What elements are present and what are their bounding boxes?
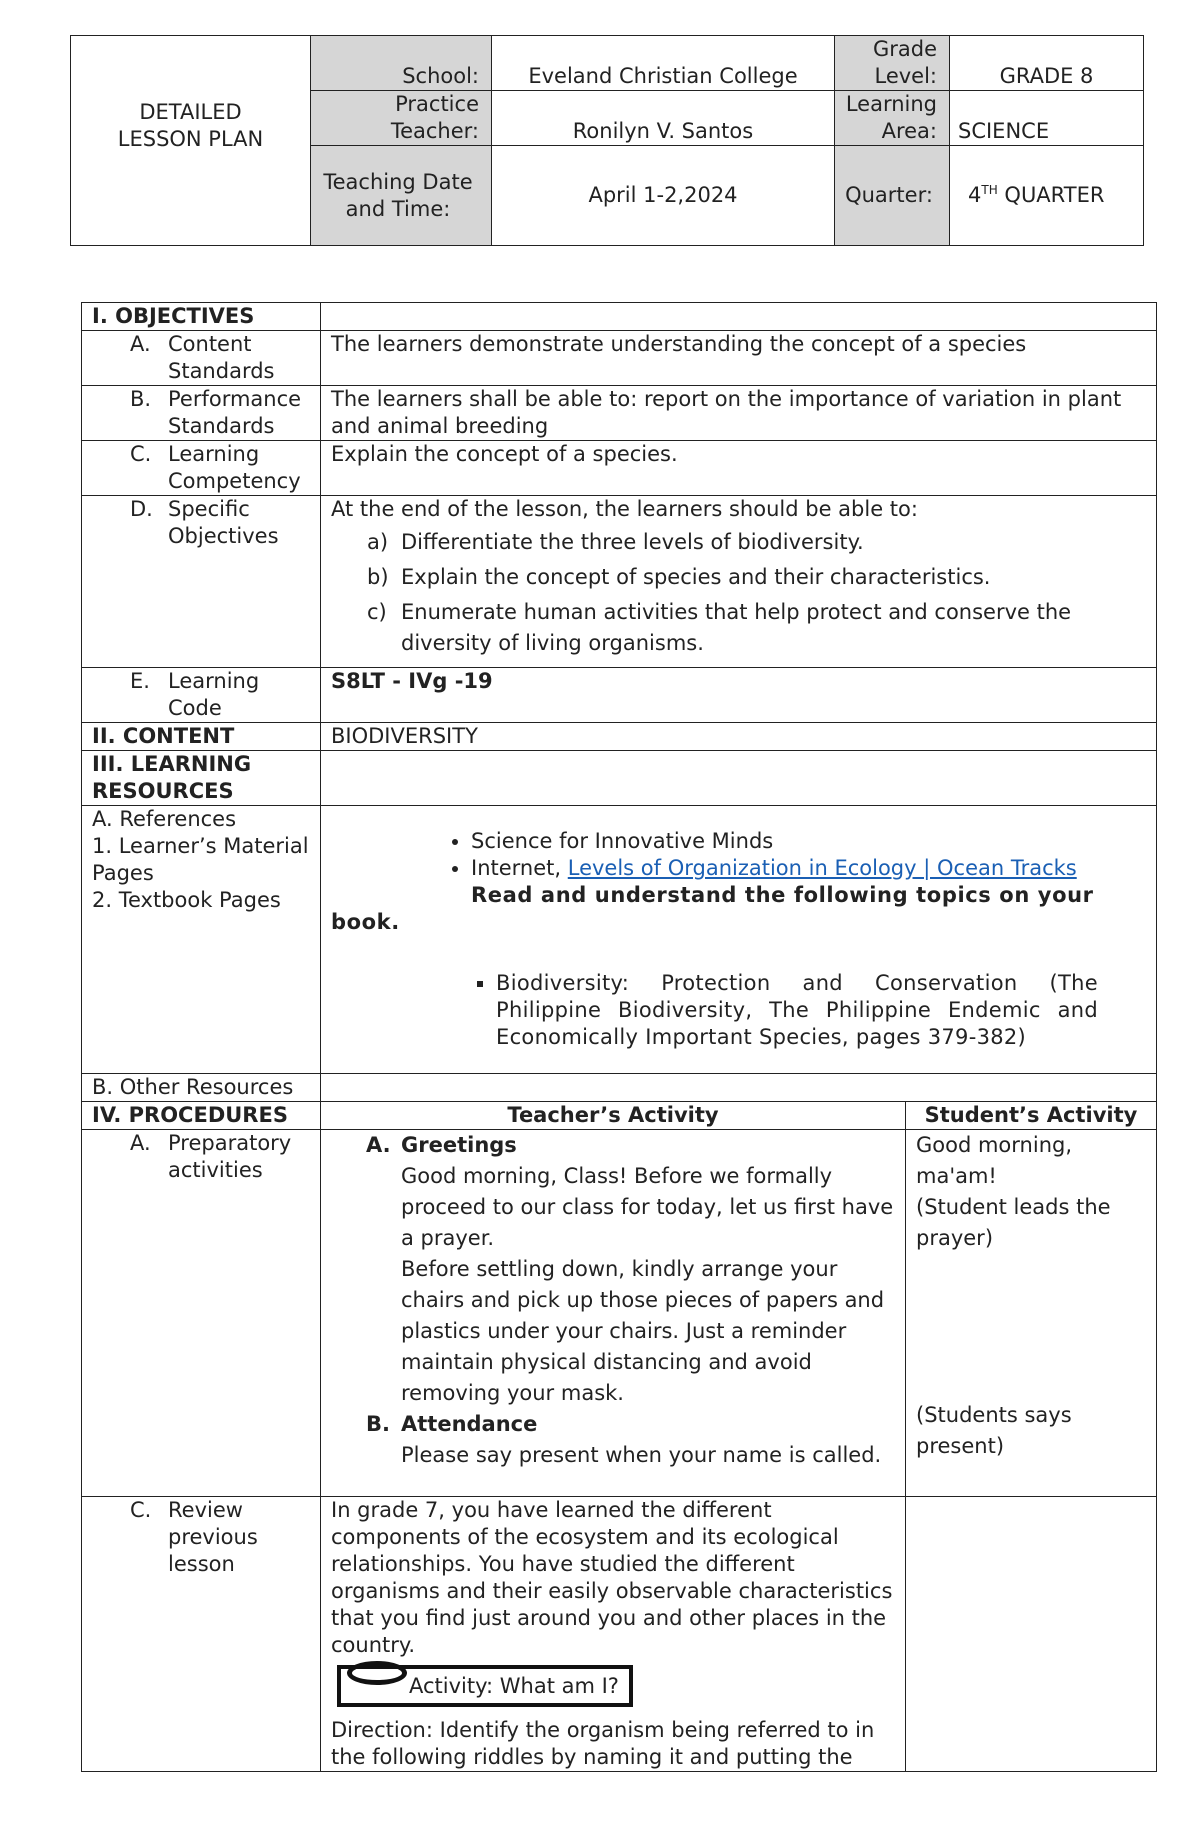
objective-item-letter: b)	[367, 565, 389, 589]
learning-code-label	[82, 668, 321, 723]
area-label-1: Learning	[845, 92, 937, 116]
area-value: SCIENCE	[950, 91, 1144, 146]
content-heading: II. CONTENT	[82, 723, 321, 751]
preparatory-activities-label	[82, 1130, 321, 1497]
content-text: BIODIVERSITY	[321, 723, 1157, 751]
activity-title-box	[337, 1665, 633, 1707]
activity-title: Activity: What am I?	[409, 1674, 619, 1698]
other-resources-label: B. Other Resources	[82, 1074, 321, 1102]
quarter-number: 4	[968, 183, 982, 207]
review-teacher-cell	[321, 1497, 906, 1772]
teacher-label-cell	[311, 91, 492, 146]
learning-competency-letter: C.	[130, 442, 152, 466]
date-label-cell	[311, 146, 492, 246]
date-label-1: Teaching Date	[323, 169, 473, 194]
learning-code-label-text: Learning Code	[168, 669, 260, 720]
teacher-label-2: Teacher:	[390, 119, 479, 143]
learning-competency-label	[82, 441, 321, 496]
reference-internet-prefix: Internet,	[471, 856, 568, 880]
school-label: School:	[402, 64, 479, 88]
references-label-cell	[82, 806, 321, 1074]
specific-objectives-label	[82, 496, 321, 668]
objective-item	[331, 527, 1146, 558]
specific-objectives-intro: At the end of the lesson, the learners should be able to:	[331, 497, 918, 521]
learning-resources-heading: III. LEARNING RESOURCES	[82, 751, 321, 806]
grade-label-2: Level:	[874, 64, 937, 88]
performance-standards-label-text: Performance Standards	[168, 387, 302, 438]
area-label-2: Area:	[881, 119, 937, 143]
reference-item-book	[471, 828, 1146, 855]
objective-item-text: Enumerate human activities that help protect and conserve the diversity of living organisms.	[401, 600, 1072, 655]
specific-objectives-label-text: Specific Objectives	[168, 497, 279, 548]
read-instruction-line-2: book.	[331, 910, 400, 934]
lesson-plan-title	[71, 36, 311, 246]
preparatory-teacher-cell	[321, 1130, 906, 1497]
performance-standards-label	[82, 386, 321, 441]
review-lesson-label	[82, 1497, 321, 1772]
greetings-step	[331, 1130, 895, 1161]
greetings-letter: A.	[366, 1133, 391, 1157]
teacher-activity-header: Teacher’s Activity	[321, 1102, 906, 1130]
preparatory-activities-letter: A.	[130, 1131, 151, 1155]
learners-material-label: 1. Learner’s Material Pages	[92, 834, 309, 885]
greetings-title: Greetings	[401, 1133, 517, 1157]
student-response-greeting: Good morning, ma'am!	[916, 1133, 1073, 1188]
school-label-cell	[311, 36, 492, 91]
attendance-step	[331, 1409, 895, 1440]
topic-item-text: Biodiversity: Protection and Conservation (The Philippine Biodiversity, The Philippine Endemic and Economically Important Species, pages 379-382)	[496, 971, 1098, 1049]
attendance-letter: B.	[366, 1412, 390, 1436]
review-lesson-label-text: Review previous lesson	[168, 1498, 258, 1576]
lesson-plan-table	[81, 302, 1157, 1772]
date-label-2: and Time:	[345, 196, 451, 221]
learning-resources-empty	[321, 751, 1157, 806]
review-text: In grade 7, you have learned the different components of the ecosystem and its ecological relationships. You have studied the different organisms and their easily observable characteristics that you find just around you and other places in the country.	[331, 1498, 893, 1657]
reference-list	[331, 828, 1146, 882]
content-standards-label-text: Content Standards	[168, 332, 275, 383]
content-standards-letter: A.	[130, 332, 151, 356]
references-label: A. References	[92, 807, 237, 831]
attendance-title: Attendance	[401, 1412, 538, 1436]
ocean-tracks-link[interactable]: Levels of Organization in Ecology | Ocean Tracks	[567, 856, 1077, 880]
content-standards-text: The learners demonstrate understanding the concept of a species	[321, 331, 1157, 386]
other-resources-empty	[321, 1074, 1157, 1102]
objective-item	[331, 597, 1146, 659]
objective-item-text: Explain the concept of species and their characteristics.	[401, 565, 991, 589]
review-lesson-letter: C.	[130, 1498, 152, 1522]
performance-standards-letter: B.	[130, 387, 152, 411]
learning-code-text: S8LT - IVg -19	[321, 668, 1157, 723]
grade-label-1: Grade	[872, 37, 937, 61]
review-student-cell	[906, 1497, 1157, 1772]
topic-list	[331, 970, 1098, 1051]
specific-objectives-letter: D.	[130, 497, 153, 521]
greetings-text-2: Before settling down, kindly arrange your chairs and pick up those pieces of papers and plastics under your chairs. Just a reminder maintain physical distancing and avoid removing your mask.	[401, 1257, 885, 1405]
read-instruction-line-1: Read and understand the following topics on your	[471, 883, 1094, 907]
reference-item-internet	[471, 855, 1146, 882]
oval-shape-icon	[347, 1661, 407, 1685]
preparatory-student-cell	[906, 1130, 1157, 1497]
quarter-suffix: TH	[981, 183, 998, 197]
student-response-present: (Students says present)	[916, 1403, 1072, 1458]
performance-standards-text: The learners shall be able to: report on the importance of variation in plant and animal breeding	[321, 386, 1157, 441]
procedures-heading: IV. PROCEDURES	[82, 1102, 321, 1130]
attendance-text: Please say present when your name is called.	[401, 1443, 882, 1467]
learning-code-letter: E.	[130, 669, 150, 693]
quarter-label: Quarter:	[835, 146, 950, 246]
learning-competency-label-text: Learning Competency	[168, 442, 301, 493]
quarter-value	[950, 146, 1144, 246]
objective-item-letter: c)	[367, 600, 387, 624]
textbook-pages-label: 2. Textbook Pages	[92, 888, 281, 912]
teacher-label-1: Practice	[395, 92, 479, 116]
greetings-text: Good morning, Class! Before we formally proceed to our class for today, let us first have a prayer.	[401, 1164, 894, 1250]
references-content	[321, 806, 1157, 1074]
content-standards-label	[82, 331, 321, 386]
quarter-text: QUARTER	[997, 183, 1105, 207]
learning-competency-text: Explain the concept of a species.	[321, 441, 1157, 496]
objectives-heading-empty	[321, 303, 1157, 331]
preparatory-activities-label-text: Preparatory activities	[168, 1131, 292, 1182]
direction-text: Direction: Identify the organism being referred to in the following riddles by naming it and putting the	[331, 1718, 875, 1769]
objective-item-text: Differentiate the three levels of biodiversity.	[401, 530, 864, 554]
objectives-heading: I. OBJECTIVES	[82, 303, 321, 331]
lesson-header-table	[70, 35, 1144, 246]
objective-item	[331, 562, 1146, 593]
grade-value: GRADE 8	[950, 36, 1144, 91]
lesson-plan-title-text: DETAILED LESSON PLAN	[117, 99, 264, 151]
teacher-value: Ronilyn V. Santos	[492, 91, 835, 146]
student-response-prayer: (Student leads the prayer)	[916, 1195, 1111, 1250]
specific-objectives-cell	[321, 496, 1157, 668]
student-activity-header: Student’s Activity	[906, 1102, 1157, 1130]
grade-label-cell	[835, 36, 950, 91]
school-value: Eveland Christian College	[492, 36, 835, 91]
reference-book-text: Science for Innovative Minds	[471, 829, 774, 853]
objective-item-letter: a)	[367, 530, 389, 554]
topic-item	[496, 970, 1098, 1051]
date-value: April 1-2,2024	[492, 146, 835, 246]
area-label-cell	[835, 91, 950, 146]
